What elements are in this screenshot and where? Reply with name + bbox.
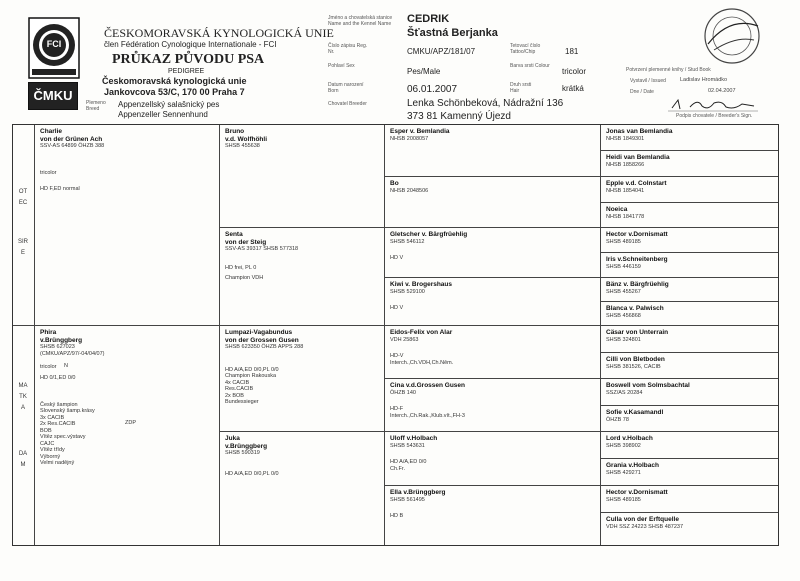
gggp-reg: NHSB 1854041 [606, 187, 645, 194]
gggp-name: Bänz v. Bärgfrüehlig [606, 281, 669, 288]
issued-by: Ladislav Hromádko [680, 77, 728, 83]
side-label-dam-en: DAM [18, 451, 28, 468]
gggp-reg: SHSB 456868 [606, 312, 641, 319]
gp-sd-reg: SSV-AS 39317 SHSB 577318 [225, 246, 299, 252]
dam-title-item: Vítěz třídy [40, 447, 65, 453]
dam-health: HD 0/1,ED 0/0 [40, 375, 76, 381]
hair-value: krátká [562, 84, 584, 93]
gp-sd-health: HD frei, PL 0 [225, 264, 257, 271]
sire-side [13, 125, 35, 326]
gggp-reg: ÖHZB 78 [606, 416, 629, 423]
gggp-name: Blanca v. Palwisch [606, 305, 664, 312]
name-label: Jméno a chovatelská stanice Name and the Kennel Name [328, 15, 393, 27]
gggp-name: Hector v.Dornismatt [606, 231, 668, 238]
gp-ds-title-item: Bundessieger [225, 399, 259, 405]
gggp-reg: SHSB 489185 [606, 496, 641, 503]
gp-cell-ds [220, 326, 385, 432]
dam-name-2: v.Brünggberg [40, 336, 83, 344]
parent-dam-cell [35, 326, 220, 545]
gp-dd-name-2: v.Brünggberg [225, 442, 268, 450]
gggp-reg: NHSB 1858266 [606, 161, 645, 168]
gp-sd-name-2: von der Steig [225, 238, 267, 246]
gggp-name: Sofie v.Kasamandl [606, 409, 664, 416]
gggp-reg: SHSB 429271 [606, 469, 641, 476]
reg-label: Číslo zápisu Reg. Nr. [328, 43, 368, 55]
dam-title-item: 3x CACIB [40, 414, 65, 421]
dam-titles [40, 402, 214, 467]
org-name2: Českomoravská kynologická unie [102, 76, 247, 86]
date-value: 02.04.2007 [708, 88, 736, 94]
issued-label: Vystavil / Issued [630, 78, 666, 84]
org-name: ČESKOMORAVSKÁ KYNOLOGICKÁ UNIE [104, 26, 334, 40]
gp-dd-reg: SHSB 590319 [225, 450, 260, 456]
side-label-dam-cz: MATKA [18, 383, 28, 411]
gp-ds-reg: SHSB 623350 ÖHZB APPS 288 [225, 344, 304, 350]
ggp-cell [385, 228, 601, 278]
ggp-reg: NHSB 2008057 [390, 135, 429, 142]
gp-ds-health: HD A/A,ED 0/0,PL 0/0 [225, 366, 279, 373]
sire-color: tricolor [40, 169, 57, 176]
gp-dd-name-1: Juka [225, 435, 240, 442]
ggp-cell [385, 379, 601, 432]
name-value-2: Šťastná Berjanka [407, 27, 498, 39]
breed-cz: Appenzellský salašnický pes [118, 100, 220, 109]
gp-ds-titles [225, 373, 379, 406]
hair-label: Druh srsti Hair [510, 82, 532, 94]
side-label-sire-cz: OTEC [18, 189, 28, 206]
ggp-info-2: Interch.,Ch.VDH,Ch.Něm. [390, 359, 454, 366]
ggp-info-2: Interch.,Ch.Rak.,Klub.vít.,FH-3 [390, 412, 465, 419]
doc-title: PRŮKAZ PŮVODU PSA [112, 52, 265, 67]
pedigree-table [12, 124, 779, 546]
gggp-reg: SHSB 381526, CACIB [606, 363, 661, 370]
breeder-value: Lenka Schönbeková, Nádražní 136 [407, 98, 564, 109]
gggp-cell [601, 459, 778, 486]
dob-value: 06.01.2007 [407, 84, 458, 95]
gp-ds-name-1: Lumpazi-Vagabundus [225, 329, 293, 336]
ggp-info: HD A/A,ED 0/0 [390, 459, 427, 465]
gggp-cell [601, 125, 778, 151]
breeder-address: 373 81 Kamenný Újezd [407, 111, 511, 122]
gggp-cell [601, 353, 778, 379]
tattoo-value: 181 [565, 47, 579, 56]
ggp-reg: SHSB 529100 [390, 288, 425, 295]
gggp-name: Cilli von Bletboden [606, 356, 665, 363]
ggp-cell [385, 278, 601, 326]
color-value: tricolor [562, 67, 587, 76]
date-label: Dne / Date [630, 89, 654, 95]
gggp-name: Iris v.Schneitenberg [606, 256, 668, 263]
sire-name-2: von der Grünen Ach [40, 135, 103, 143]
ggp-cell [385, 432, 601, 486]
gggp-cell [601, 326, 778, 353]
gggp-name: Noeica [606, 206, 628, 213]
dam-title-item: 2x Res.CACIB [40, 421, 76, 427]
sire-health: HD F,ED normal [40, 186, 80, 192]
dam-title-item: Vítěz spec.výstavy [40, 434, 86, 440]
ggp-name: Ella v.Brünggberg [390, 489, 446, 496]
gp-sd-name-1: Senta [225, 231, 243, 238]
cmku-badge [28, 82, 78, 110]
gggp-name: Hector v.Dornismatt [606, 489, 668, 496]
gggp-cell [601, 151, 778, 177]
gggp-reg: SSZ/AS 20284 [606, 389, 643, 396]
gggp-cell [601, 513, 778, 545]
ggp-cell [385, 177, 601, 228]
gggp-cell [601, 177, 778, 203]
approval-label: Potvrzení plemenné knihy / Stud Book [626, 67, 711, 73]
ggp-info-2: Ch.Fr. [390, 465, 405, 472]
address: Jankovcova 53/C, 170 00 Praha 7 [104, 87, 245, 97]
breed-label: Plemeno Breed [86, 100, 106, 112]
gp-ss-name-1: Bruno [225, 128, 245, 135]
breed-en: Appenzeller Sennenhund [118, 110, 208, 119]
gggp-name: Boswell vom Solmsbachtal [606, 382, 690, 389]
dam-side [13, 326, 35, 545]
ggp-info: HD B [390, 513, 404, 519]
ggp-name: Esper v. Bemlandia [390, 128, 450, 135]
dam-reg: SHSB 627023 [40, 344, 75, 350]
breeder-signature [668, 98, 758, 112]
dam-title-item: Velmi nadějný [40, 460, 75, 466]
gggp-cell [601, 486, 778, 513]
gggp-cell [601, 278, 778, 302]
ggp-name: Eidos-Felix von Alar [390, 329, 453, 336]
dam-title-item: Slovenský šamp.krásy [40, 408, 95, 414]
dam-title-item: Český šampion [40, 401, 78, 408]
ggp-name: Kiwi v. Brogershaus [390, 281, 453, 288]
gp-sd-title: Champion VDH [225, 275, 264, 281]
name-value-1: CEDRIK [407, 13, 450, 25]
gp-dd-health: HD A/A,ED 0/0,PL 0/0 [225, 470, 279, 477]
side-label-sire-en: SIRE [18, 239, 29, 256]
tattoo-label: Tetovací číslo Tattoo/Chip [510, 43, 541, 55]
gggp-reg: NHSB 1841778 [606, 213, 645, 220]
gggp-cell [601, 379, 778, 406]
gggp-name: Culla von der Erftquelle [606, 516, 679, 523]
ggp-name: Bo [390, 180, 399, 187]
dob-label: Datum narození Born [328, 82, 364, 94]
gp-ss-name-2: v.d. Wolfhöhli [225, 135, 268, 143]
gggp-reg: NHSB 1849301 [606, 135, 645, 142]
ggp-reg: ÖHZB 140 [390, 389, 416, 396]
gggp-name: Grania v.Holbach [606, 462, 659, 469]
fci-logo-text: FCI [46, 39, 62, 49]
gggp-cell [601, 302, 778, 326]
ggp-name: Cina v.d.Grossen Gusen [390, 382, 466, 389]
gp-ds-title-item: Res.CACIB [225, 386, 254, 392]
ggp-info: HD-F [390, 406, 404, 412]
dam-title-item: CAJC [40, 440, 55, 447]
fci-member: člen Fédération Cynologique Internationale - FCI [104, 40, 277, 49]
ggp-reg: NHSB 2048506 [390, 187, 429, 194]
ggp-name: Uloff v.Holbach [390, 435, 438, 442]
sire-name-1: Charlie [40, 128, 63, 135]
sign-label: Podpis chovatele / Breeder's Sign. [676, 113, 753, 119]
gggp-cell [601, 432, 778, 459]
breeder-label: Chovatel Breeder [328, 101, 367, 107]
dam-title-item: Výborný [40, 453, 61, 460]
gggp-name: Jonas van Bemlandia [606, 128, 673, 135]
dam-zdp: ZDP [125, 420, 136, 426]
gp-ds-title-item: 2x BOB [225, 392, 244, 399]
parent-sire-cell [35, 125, 220, 326]
fci-logo [28, 17, 80, 79]
ggp-name: Gletscher v. Bärgfrüehlig [390, 231, 468, 238]
ggp-reg: VDH 25863 [390, 336, 419, 343]
dam-name-1: Phira [40, 329, 57, 336]
gggp-name: Epple v.d. Colnstart [606, 180, 667, 187]
ggp-info: HD V [390, 255, 404, 261]
gp-ss-reg: SHSB 455638 [225, 143, 260, 149]
gggp-reg: SHSB 455267 [606, 288, 641, 295]
gp-cell-ss [220, 125, 385, 228]
gggp-cell [601, 228, 778, 253]
ggp-cell [385, 125, 601, 177]
ggp-reg: SHSB 561495 [390, 496, 425, 503]
dam-color: tricolor [40, 363, 57, 370]
gggp-cell [601, 203, 778, 228]
ggp-cell [385, 486, 601, 545]
color-label: Barva srsti Colour [510, 63, 550, 69]
dam-note: N [64, 363, 68, 369]
doc-subtitle: PEDIGREE [168, 68, 205, 75]
gggp-name: Cäsar von Unterrain [606, 329, 669, 336]
gggp-reg: SHSB 446159 [606, 263, 641, 270]
official-stamp [700, 6, 764, 66]
ggp-info: HD V [390, 305, 404, 311]
gp-ds-title-item: Champion Rakouska [225, 373, 277, 379]
reg-value: CMKU/APZ/181/07 [407, 47, 476, 56]
ggp-cell [385, 326, 601, 379]
gggp-cell [601, 253, 778, 278]
gggp-name: Lord v.Holbach [606, 435, 653, 442]
gggp-cell [601, 406, 778, 432]
gggp-name: Heidi van Bemlandia [606, 154, 670, 161]
dam-reg-2: (CMKU/APZ/97/-04/04/07) [40, 350, 105, 357]
gp-ds-title-item: 4x CACIB [225, 379, 250, 386]
gggp-reg: VDH SSZ 24223 SHSB 487237 [606, 523, 684, 530]
sex-label: Pohlaví Sex [328, 63, 355, 69]
dam-title-item: BOB [40, 427, 52, 434]
ggp-reg: SHSB 546112 [390, 238, 425, 245]
gggp-reg: SHSB 398902 [606, 442, 641, 449]
gp-cell-dd [220, 432, 385, 545]
ggp-reg: SHSB 543631 [390, 442, 425, 449]
sex-value: Pes/Male [407, 67, 441, 76]
gp-cell-sd [220, 228, 385, 326]
sire-reg: SSV-AS 64899 ÖHZB 388 [40, 143, 105, 149]
cmku-badge-text: ČMKU [33, 88, 73, 103]
gggp-reg: SHSB 324801 [606, 336, 641, 343]
gggp-reg: SHSB 489185 [606, 238, 641, 245]
gp-ds-name-2: von der Grossen Gusen [225, 336, 299, 344]
ggp-info: HD-V [390, 353, 404, 359]
